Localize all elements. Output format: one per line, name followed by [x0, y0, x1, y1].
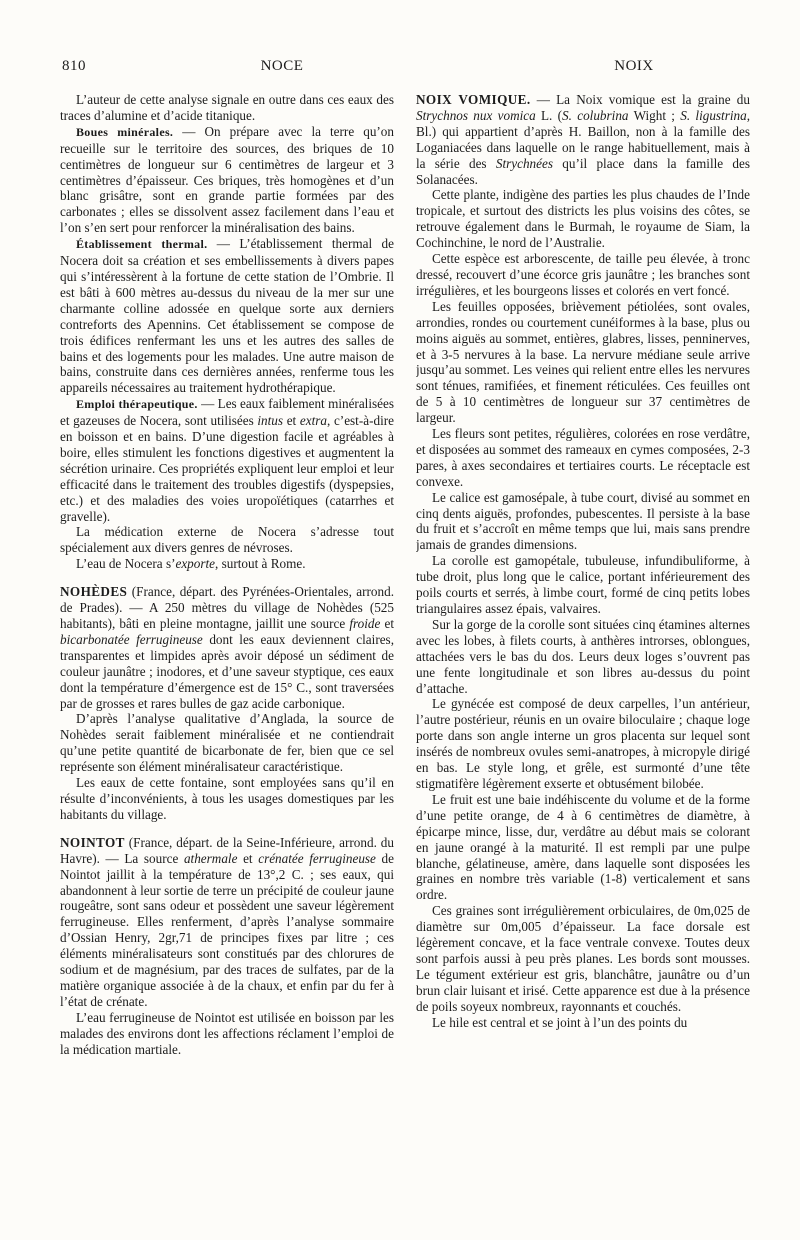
subheading: Boues minérales.: [76, 124, 174, 139]
entry-headword: NOHÈDES: [60, 584, 128, 600]
paragraph: La médication externe de Nocera s’adresse tout spécialement aux divers genres de névroses.: [60, 524, 394, 556]
paragraph: Cette espèce est arborescente, de taille peu élevée, à tronc dressé, recouvert d’une écorce gris jaunâtre ; les branches sont irrégulières, et les bourgeons lisses et colorés en vert foncé.: [416, 251, 750, 298]
paragraph: Ces graines sont irrégulièrement orbiculaires, de 0m,025 de diamètre sur 0m,005 d’épaisseur. La face dorsale est légèrement concave, et la face ventrale convexe. Toutes deux sont parfois aussi à peu près planes. Les bords sont mousses. Le tégument extérieur est gris, blanchâtre, jaunâtre ou d’un brun clair luisant et irisé. Cette apparence est due à la présence de poils soyeux nombreux, rayonnants et couchés.: [416, 903, 750, 1014]
paragraph-boues: Boues minérales. — On prépare avec la terre qu’on recueille sur le territoire des sources, des briques de 10 centimètres de longueur sur 6 centimètres de largeur et 3 centimètres d’épaisseur. Ces briques, très homogènes et d’un blanc grisâtre, sont en grande partie formées par des carbonates ; elles se dissolvent assez facilement dans l’eau et l’on s’en sert pour renforcer la minéralisation des bains.: [60, 123, 394, 236]
subheading: Emploi thérapeutique.: [76, 397, 198, 412]
paragraph: D’après l’analyse qualitative d’Anglada, la source de Nohèdes serait faiblement minéralisée et ne contiendrait qu’une petite quantité de bicarbonate de fer, bien que ce sel représente son élément minéralisateur caractéristique.: [60, 711, 394, 775]
paragraph: Le gynécée est composé de deux carpelles, l’un antérieur, l’autre postérieur, réunis en un ovaire biloculaire ; chaque loge porte dans son angle interne un gros placenta sur lequel sont insérés de nombreux ovules semi-anatropes, à micropyle dirigé en bas. Le style long, et grêle, est surmonté d’une tête stigmatifère légèrement exserte et obtusément bilobée.: [416, 696, 750, 791]
subheading: Établissement thermal.: [76, 237, 208, 252]
running-header: [62, 58, 760, 82]
paragraph-emploi: Emploi thérapeutique. — Les eaux faiblement minéralisées et gazeuses de Nocera, sont utilisées intus et extra, c’est-à-dire en boisson et en bains. D’une digestion facile et agréables à boire, elles stimulent les fonctions digestives et augmentent la sécrétion urinaire. Ces propriétés expliquent leur emploi et leur efficacité dans le traitement des troubles digestifs (dyspepsies, etc.) et des maladies des voies uropoïétiques (catarrhes et gravelle).: [60, 396, 394, 524]
paragraph: Cette plante, indigène des parties les plus chaudes de l’Inde tropicale, et surtout des districts les plus voisins des côtes, se retrouve également dans le Burmah, le royaume de Siam, la Cochinchine, le nord de l’Australie.: [416, 187, 750, 251]
entry-noix-vomique: NOIX VOMIQUE. — La Noix vomique est la graine du Strychnos nux vomica L. (S. colubrina Wight ; S. ligustrina, Bl.) qui appartient d’après H. Baillon, non à la famille des Loganiacées dans laquelle on le range habituellement, mais à la série des Strychnées qu’il place dans la famille des Solanacées.: [416, 92, 750, 187]
right-running-title: NOIX: [614, 58, 654, 74]
entry-nointot: NOINTOT (France, départ. de la Seine-Inférieure, arrond. du Havre). — La source athermale et crénatée ferrugineuse de Nointot jaillit à la température de 13°,2 C. ; ses eaux, qui abandonnent à leur sortie de terre un précipité de couleur jaune rougeâtre, sont sans odeur et possèdent une saveur légèrement ferrugineuse. Elles renferment, d’après l’analyse sommaire d’Ossian Henry, 2gr,71 de principes fixes par litre ; ces éléments minéralisateurs sont constitués par des chlorures de sodium et de magnésium, par des traces de sulfates, par de la matière organique associée à de la chaux, et enfin par du fer à l’état de crénate.: [60, 834, 394, 1009]
paragraph: Sur la gorge de la corolle sont situées cinq étamines alternes avec les lobes, à filets courts, à anthères introrses, oblongues, attachées vers le bas du dos. Leurs deux loges s’ouvrent pas une fente longitudinale et son libres au-dessus du point d’attache.: [416, 616, 750, 696]
paragraph: L’auteur de cette analyse signale en outre dans ces eaux des traces d’alumine et d’acide titanique.: [60, 92, 394, 123]
paragraph-etablissement: Établissement thermal. — L’établissement thermal de Nocera doit sa création et ses embellissements à divers papes qui s’intéressèrent à la fortune de cette station de l’Ombrie. Il est bâti à 600 mètres au-dessus du niveau de la mer sur une charmante colline adossée en quelque sorte aux derniers contreforts des Apennins. Cet établissement se compose de trois édifices renfermant les uns et les autres des salles de bains et des logements pour les malades. Une autre maison de bains, construite dans ces dernières années, renferme tous les appareils nécessaires au traitement hydrothérapique.: [60, 236, 394, 396]
entry-headword: NOINTOT: [60, 834, 125, 850]
page-number: 810: [62, 58, 86, 74]
paragraph: Les feuilles opposées, brièvement pétiolées, sont ovales, arrondies, rondes ou courtement cunéiformes à la base, plus ou moins aiguës au sommet, entières, glabres, lisses, penninerves, et à 3-5 nervures à la base. La nervure médiane seule arrive jusqu’au sommet. Les veines qui relient entre elles les nervures sont ténues, ramifiées, et finement réticulées. Ces feuilles ont de 5 à 10 centimètres de longueur sur 37 centimètres de largeur.: [416, 298, 750, 426]
paragraph: Le hile est central et se joint à l’un des points du: [432, 1014, 688, 1030]
right-column: [416, 92, 750, 1222]
paragraph: La corolle est gamopétale, tubuleuse, infundibuliforme, à tube droit, plus long que le calice, portant inférieurement des poils courts et serrés, à limbe court, formé de cinq petits lobes triangulaires assez épais, valvaires.: [416, 553, 750, 616]
paragraph: Les fleurs sont petites, régulières, colorées en rose verdâtre, et disposées au sommet des rameaux en cymes composées, 2-3 pares, à axes secondaires et tertiaires courts. Le réceptacle est convexe.: [416, 426, 750, 489]
paragraph: Le calice est gamosépale, à tube court, divisé au sommet en cinq dents aiguës, profondes, pubescentes. Il persiste à la base du fruit et s’accroît en même temps que lui, mais sans prendre jamais de grandes dimensions.: [416, 489, 750, 553]
paragraph: L’eau ferrugineuse de Nointot est utilisée en boisson par les malades des environs dont les affections réclament l’emploi de la médication martiale.: [60, 1009, 394, 1057]
paragraph: Les eaux de cette fontaine, sont employées sans qu’il en résulte d’inconvénients, à tous les usages domestiques par les habitants du village.: [60, 775, 394, 822]
left-running-title: NOCE: [260, 58, 304, 74]
paragraph: Le fruit est une baie indéhiscente du volume et de la forme d’une petite orange, de 4 à 6 centimètres de diamètre, à épicarpe mince, lisse, dur, verdâtre au début mais se colorant en jaune orangé à la maturité. Il est rempli par une pulpe blanche, gélatineuse, amère, dans laquelle sont disposées les graines en nombre très variable (1-8) verticalement et sans ordre.: [416, 791, 750, 903]
paragraph: L’eau de Nocera s’exporte, surtout à Rome.: [76, 556, 306, 572]
left-column: [60, 92, 394, 1222]
entry-headword: NOIX VOMIQUE.: [416, 92, 531, 107]
entry-nohedes: NOHÈDES (France, départ. des Pyrénées-Orientales, arrond. de Prades). — A 250 mètres du village de Nohèdes (525 habitants), bâti en pleine montagne, jaillit une source froide et bicarbonatée ferrugineuse dont les eaux deviennent claires, transparentes et limpides après avoir déposé un sédiment de couleur jaunâtre ; inodores, et d’une saveur styptique, ces eaux dont la température d’émergence est de 15° C., sont traversées par de grosses et rares bulles de gaz acide carbonique.: [60, 584, 394, 711]
